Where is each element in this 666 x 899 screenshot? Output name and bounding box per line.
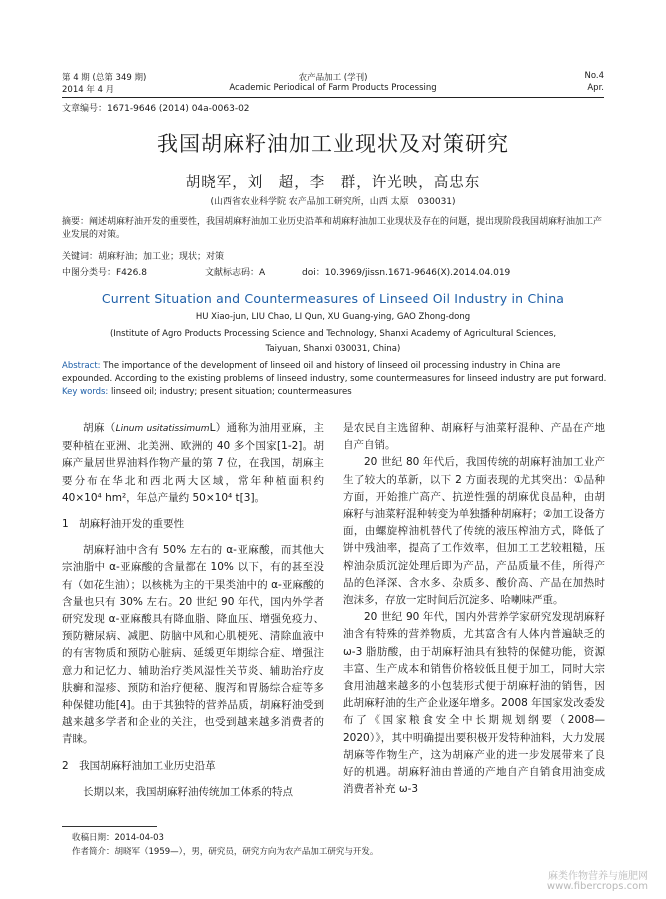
body-left-column <box>62 420 324 801</box>
paragraph: 胡麻籽油中含有 50% 左右的 α-亚麻酸，而其他大宗油脂中 α-亚麻酸的含量都在 10% 以下，有的甚至没有（如花生油）；以核桃为主的干果类油中的 α-亚麻酸的含量也只有 30% 左右。20 世纪 90 年代，国内外学者研究发现 α-亚麻酸具有降血脂、降血压、增强免疫力、预防糖尿病、减肥、防脑中风和心肌梗死、清除血液中的有害物质和预防心脏病、延缓更年期综合症、增强注意力和记忆力、辅助治疗类风湿性关节炎、辅助治疗皮肤癣和湿疹、预防和治疗便秘、腹泻和胃肠综合症等多种保健功能[4]。由于其独特的营养品质，胡麻籽油受到越来越多学者和企业的关注，也受到越来越多消费者的青睐。 <box>62 544 324 746</box>
journal-name-en: Academic Periodical of Farm Products Processing <box>229 83 437 93</box>
publication-date: 2014 年 4 月 <box>62 85 115 95</box>
classification-code: 中图分类号：F426.8 <box>62 268 147 278</box>
abstract-text: The importance of the development of linseed oil and history of linseed oil processing industry in China are expounded. According to the existing problems of linseed industry, some countermeasures for linseed industry are put forward. <box>62 361 607 384</box>
header-rule <box>62 97 604 98</box>
author-bio: 作者简介：胡晓军（1959—），男，研究员，研究方向为农产品加工研究与开发。 <box>72 847 379 857</box>
english-abstract <box>62 360 607 399</box>
paragraph <box>62 420 324 507</box>
journal-name-cn: 农产品加工 (学刊) <box>298 73 368 83</box>
watermark-url: www.fibercrops.com <box>546 881 648 892</box>
footnote-rule <box>62 826 157 827</box>
section-heading-1: 1 胡麻籽油开发的重要性 <box>62 518 185 531</box>
author-list: 胡晓军，刘 超，李 群，许光映，高忠东 <box>185 175 481 191</box>
issue-number: 第 4 期 (总第 349 期) <box>62 73 147 83</box>
abstract-label: Abstract: <box>62 361 101 371</box>
paragraph: 20 世纪 90 年代，国内外营养学家研究发现胡麻籽油含有特殊的营养物质，尤其富含有人体内普遍缺乏的 ω-3 脂肪酸，由于胡麻籽油具有独特的保健功能，资源丰富、生产成本和销售价格较低且便于加工，同时大宗食用油越来越多的小包装形式便于胡麻籽油的销售，因此胡麻籽油的生产企业逐年增多。2008 年国家发改委发布了《国家粮食安全中长期规划纲要（2008—2020）》，其中明确提出要积极开发特种油料，大力发展胡麻等作物生产，这为胡麻产业的进一步发展带来了良好的机遇。胡麻籽油由普通的产地自产自销食用油变成消费者补充 ω-3 <box>343 611 605 796</box>
keywords-text: linseed oil; industry; present situation; countermeasures <box>111 387 352 397</box>
section-heading-2: 2 我国胡麻籽油加工业历史沿革 <box>62 759 216 772</box>
text-run: 胡麻（ <box>83 422 116 434</box>
affiliation: (山西省农业科学院 农产品加工研究所，山西 太原 030031) <box>210 197 456 207</box>
paragraph: 长期以来，我国胡麻籽油传统加工体系的特点 <box>83 785 293 798</box>
document-code: 文献标志码：A <box>205 268 266 278</box>
keywords-cn: 关键词：胡麻籽油；加工业；现状；对策 <box>62 252 225 262</box>
keywords-label: Key words: <box>62 387 109 397</box>
issue-no-en: No.4 <box>584 71 604 81</box>
abstract-cn: 摘要：阐述胡麻籽油开发的重要性，我国胡麻籽油加工业历史沿革和胡麻籽油加工业现状及存在的问题，提出现阶段我国胡麻籽油加工产业发展的对策。 <box>62 217 603 240</box>
english-affiliation-line1: (Institute of Agro Products Processing Science and Technology, Shanxi Academy of Agricultural Sciences, <box>109 329 557 339</box>
month-en: Apr. <box>587 83 604 93</box>
english-authors: HU Xiao-jun, LIU Chao, LI Qun, XU Guang-ying, GAO Zhong-dong <box>195 312 471 322</box>
page-title: 我国胡麻籽油加工业现状及对策研究 <box>157 132 509 156</box>
watermark-cn: 麻类作物营养与施肥网 <box>548 871 648 882</box>
latin-name: Linum usitatissimum <box>115 424 210 434</box>
text-run: L）通称为油用亚麻，主要种植在亚洲、北美洲、欧洲的 40 多个国家[1-2]。胡麻产量居世界油料作物产量的第 7 位，在我国，胡麻主要分布在华北和西北两大区域，常年种植面积约 40×10⁴ hm²，年总产量约 50×10⁴ t[3]。 <box>62 422 324 504</box>
body-right-column <box>343 420 605 798</box>
english-affiliation-line2: Taiyuan, Shanxi 030031, China) <box>265 344 401 354</box>
received-date: 收稿日期：2014-04-03 <box>72 833 164 843</box>
english-title: Current Situation and Countermeasures of Linseed Oil Industry in China <box>101 291 565 306</box>
article-number: 文章编号：1671-9646 (2014) 04a-0063-02 <box>62 104 250 114</box>
doi: doi：10.3969/jissn.1671-9646(X).2014.04.019 <box>302 268 511 278</box>
paragraph: 是农民自主选留种、胡麻籽与油菜籽混种、产品在产地自产自销。 <box>343 422 605 452</box>
paragraph: 20 世纪 80 年代后，我国传统的胡麻籽油加工业产生了较大的革新，以下 2 方面表现的尤其突出：①品种方面，开始推广高产、抗逆性强的胡麻优良品种，由胡麻籽与油菜籽混种转变为单独播种胡麻籽；②加工设备方面，由螺旋榨油机替代了传统的液压榨油方式，降低了饼中残油率，提高了工作效率，但加工工艺较粗糙，压榨油杂质沉淀处理后即为产品，产品质量不佳，所得产品的色泽深、含水多、杂质多、酸价高、产品在加热时泡沫多，存放一定时间后沉淀多、哈喇味严重。 <box>343 456 605 607</box>
